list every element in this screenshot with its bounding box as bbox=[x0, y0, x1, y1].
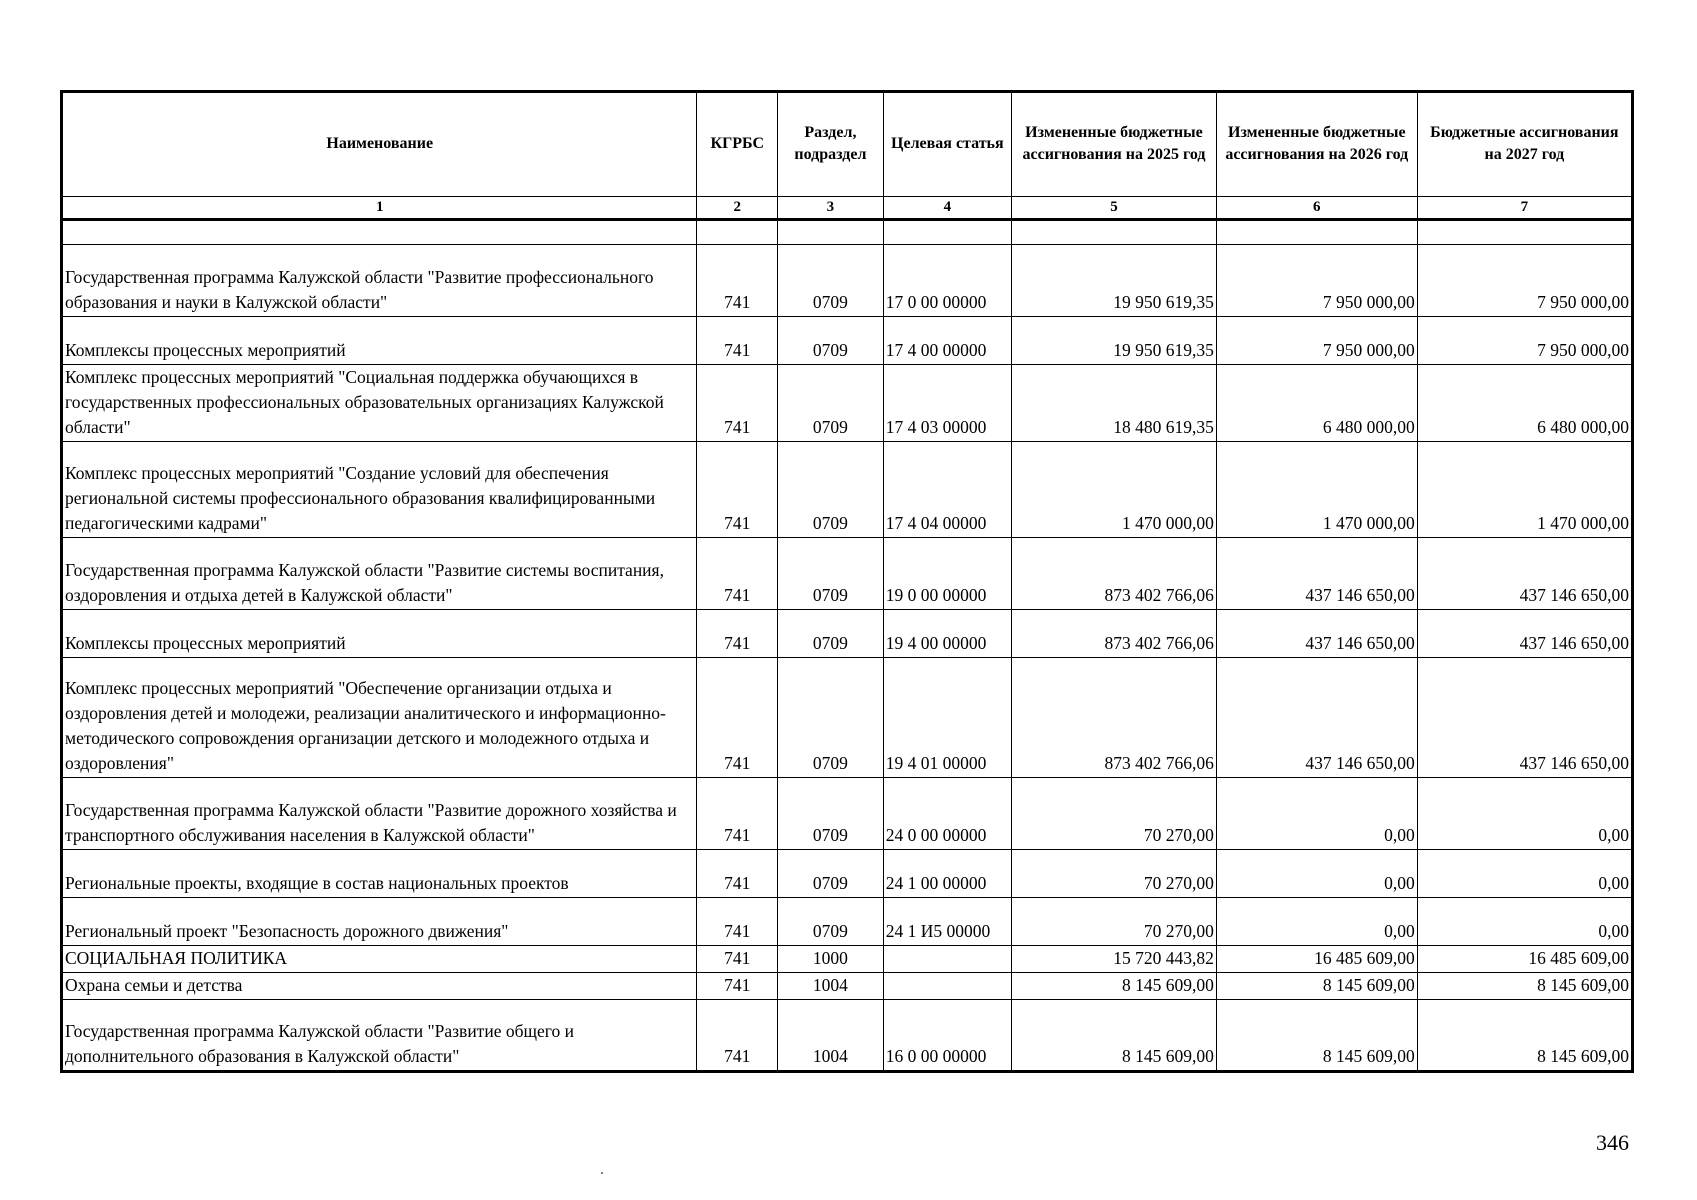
row-amount-2027: 1 470 000,00 bbox=[1417, 442, 1632, 538]
row-amount-2027: 437 146 650,00 bbox=[1417, 610, 1632, 658]
row-name: Государственная программа Калужской области "Развитие общего и дополнительного образования в Калужской области" bbox=[62, 1000, 697, 1072]
row-name: Комплексы процессных мероприятий bbox=[62, 610, 697, 658]
row-kgrbs: 741 bbox=[697, 1000, 778, 1072]
row-section: 0709 bbox=[778, 850, 884, 898]
table-row bbox=[62, 973, 1633, 1000]
header-amount-2025: Измененные бюджетные ассигнования на 2025 год bbox=[1012, 92, 1217, 197]
table-row bbox=[62, 317, 1633, 365]
row-name: Комплекс процессных мероприятий "Социальная поддержка обучающихся в государственных профессиональных образовательных организациях Калужской области" bbox=[62, 365, 697, 442]
row-name: Комплекс процессных мероприятий "Обеспечение организации отдыха и оздоровления детей и молодежи, реализации аналитического и информационно-методического сопровождения организации детского и молодежного отдыха и оздоровления" bbox=[62, 658, 697, 778]
table-row bbox=[62, 538, 1633, 610]
row-amount-2027: 437 146 650,00 bbox=[1417, 538, 1632, 610]
row-kgrbs: 741 bbox=[697, 973, 778, 1000]
row-kgrbs: 741 bbox=[697, 850, 778, 898]
row-article: 19 4 00 00000 bbox=[883, 610, 1011, 658]
row-kgrbs: 741 bbox=[697, 538, 778, 610]
row-amount-2027: 437 146 650,00 bbox=[1417, 658, 1632, 778]
column-number: 7 bbox=[1417, 197, 1632, 220]
row-amount-2027: 0,00 bbox=[1417, 850, 1632, 898]
row-article: 24 0 00 00000 bbox=[883, 778, 1011, 850]
table-row bbox=[62, 245, 1633, 317]
row-section: 1004 bbox=[778, 973, 884, 1000]
row-name: Охрана семьи и детства bbox=[62, 973, 697, 1000]
row-article bbox=[883, 973, 1011, 1000]
row-amount-2025: 70 270,00 bbox=[1012, 778, 1217, 850]
row-amount-2027: 8 145 609,00 bbox=[1417, 973, 1632, 1000]
header-kgrbs: КГРБС bbox=[697, 92, 778, 197]
row-name: СОЦИАЛЬНАЯ ПОЛИТИКА bbox=[62, 946, 697, 973]
row-name: Региональный проект "Безопасность дорожного движения" bbox=[62, 898, 697, 946]
row-amount-2026: 0,00 bbox=[1216, 898, 1417, 946]
row-amount-2027: 6 480 000,00 bbox=[1417, 365, 1632, 442]
row-amount-2026: 8 145 609,00 bbox=[1216, 973, 1417, 1000]
scan-dot bbox=[601, 1172, 603, 1174]
table-row bbox=[62, 610, 1633, 658]
table-row bbox=[62, 946, 1633, 973]
table-row bbox=[62, 898, 1633, 946]
column-number: 6 bbox=[1216, 197, 1417, 220]
table-body bbox=[62, 220, 1633, 1072]
row-kgrbs: 741 bbox=[697, 365, 778, 442]
row-amount-2025: 873 402 766,06 bbox=[1012, 658, 1217, 778]
row-amount-2027: 0,00 bbox=[1417, 778, 1632, 850]
row-section: 0709 bbox=[778, 610, 884, 658]
row-amount-2027: 7 950 000,00 bbox=[1417, 245, 1632, 317]
header-row bbox=[62, 92, 1633, 197]
row-section: 0709 bbox=[778, 245, 884, 317]
row-name: Комплексы процессных мероприятий bbox=[62, 317, 697, 365]
row-kgrbs: 741 bbox=[697, 898, 778, 946]
row-amount-2026: 437 146 650,00 bbox=[1216, 538, 1417, 610]
column-number: 2 bbox=[697, 197, 778, 220]
row-amount-2025: 18 480 619,35 bbox=[1012, 365, 1217, 442]
header-section: Раздел, подраздел bbox=[778, 92, 884, 197]
row-amount-2025: 8 145 609,00 bbox=[1012, 973, 1217, 1000]
row-section: 0709 bbox=[778, 658, 884, 778]
row-kgrbs: 741 bbox=[697, 442, 778, 538]
row-section: 0709 bbox=[778, 442, 884, 538]
row-amount-2026: 7 950 000,00 bbox=[1216, 317, 1417, 365]
row-article: 24 1 00 00000 bbox=[883, 850, 1011, 898]
row-amount-2026: 16 485 609,00 bbox=[1216, 946, 1417, 973]
row-kgrbs: 741 bbox=[697, 778, 778, 850]
row-amount-2025: 70 270,00 bbox=[1012, 850, 1217, 898]
row-amount-2025: 1 470 000,00 bbox=[1012, 442, 1217, 538]
column-number-row bbox=[62, 197, 1633, 220]
row-amount-2025: 19 950 619,35 bbox=[1012, 317, 1217, 365]
row-article: 16 0 00 00000 bbox=[883, 1000, 1011, 1072]
row-name: Государственная программа Калужской области "Развитие профессионального образования и науки в Калужской области" bbox=[62, 245, 697, 317]
row-article: 19 0 00 00000 bbox=[883, 538, 1011, 610]
table-row bbox=[62, 778, 1633, 850]
row-article: 24 1 И5 00000 bbox=[883, 898, 1011, 946]
row-section: 0709 bbox=[778, 778, 884, 850]
row-article: 17 4 04 00000 bbox=[883, 442, 1011, 538]
row-article: 19 4 01 00000 bbox=[883, 658, 1011, 778]
budget-table bbox=[60, 90, 1634, 1073]
row-amount-2026: 7 950 000,00 bbox=[1216, 245, 1417, 317]
row-kgrbs: 741 bbox=[697, 245, 778, 317]
row-amount-2026: 6 480 000,00 bbox=[1216, 365, 1417, 442]
row-amount-2026: 0,00 bbox=[1216, 850, 1417, 898]
row-section: 0709 bbox=[778, 365, 884, 442]
row-amount-2026: 8 145 609,00 bbox=[1216, 1000, 1417, 1072]
table-row bbox=[62, 850, 1633, 898]
row-section: 1000 bbox=[778, 946, 884, 973]
header-article: Целевая статья bbox=[883, 92, 1011, 197]
header-amount-2027: Бюджетные ассигнования на 2027 год bbox=[1417, 92, 1632, 197]
row-name: Региональные проекты, входящие в состав национальных проектов bbox=[62, 850, 697, 898]
page-number: 346 bbox=[1596, 1130, 1629, 1155]
row-section: 1004 bbox=[778, 1000, 884, 1072]
header-amount-2026: Измененные бюджетные ассигнования на 2026 год bbox=[1216, 92, 1417, 197]
column-number: 4 bbox=[883, 197, 1011, 220]
row-article: 17 0 00 00000 bbox=[883, 245, 1011, 317]
row-amount-2025: 8 145 609,00 bbox=[1012, 1000, 1217, 1072]
row-kgrbs: 741 bbox=[697, 946, 778, 973]
column-number: 1 bbox=[62, 197, 697, 220]
row-amount-2027: 7 950 000,00 bbox=[1417, 317, 1632, 365]
row-amount-2026: 437 146 650,00 bbox=[1216, 610, 1417, 658]
row-amount-2026: 1 470 000,00 bbox=[1216, 442, 1417, 538]
row-article: 17 4 03 00000 bbox=[883, 365, 1011, 442]
row-amount-2027: 0,00 bbox=[1417, 898, 1632, 946]
row-name: Государственная программа Калужской области "Развитие дорожного хозяйства и транспортного обслуживания населения в Калужской области" bbox=[62, 778, 697, 850]
row-amount-2025: 70 270,00 bbox=[1012, 898, 1217, 946]
row-kgrbs: 741 bbox=[697, 317, 778, 365]
row-section: 0709 bbox=[778, 898, 884, 946]
spacer-row bbox=[62, 220, 1633, 245]
row-amount-2025: 19 950 619,35 bbox=[1012, 245, 1217, 317]
row-kgrbs: 741 bbox=[697, 658, 778, 778]
row-kgrbs: 741 bbox=[697, 610, 778, 658]
row-name: Комплекс процессных мероприятий "Создание условий для обеспечения региональной системы профессионального образования квалифицированными педагогическими кадрами" bbox=[62, 442, 697, 538]
row-article bbox=[883, 946, 1011, 973]
row-amount-2025: 873 402 766,06 bbox=[1012, 538, 1217, 610]
table-row bbox=[62, 658, 1633, 778]
row-section: 0709 bbox=[778, 317, 884, 365]
column-number: 3 bbox=[778, 197, 884, 220]
row-amount-2027: 8 145 609,00 bbox=[1417, 1000, 1632, 1072]
table-row bbox=[62, 1000, 1633, 1072]
header-name: Наименование bbox=[62, 92, 697, 197]
table-row bbox=[62, 442, 1633, 538]
row-amount-2026: 0,00 bbox=[1216, 778, 1417, 850]
row-amount-2027: 16 485 609,00 bbox=[1417, 946, 1632, 973]
row-name: Государственная программа Калужской области "Развитие системы воспитания, оздоровления и отдыха детей в Калужской области" bbox=[62, 538, 697, 610]
column-number: 5 bbox=[1012, 197, 1217, 220]
row-amount-2025: 15 720 443,82 bbox=[1012, 946, 1217, 973]
row-section: 0709 bbox=[778, 538, 884, 610]
table-row bbox=[62, 365, 1633, 442]
row-amount-2026: 437 146 650,00 bbox=[1216, 658, 1417, 778]
row-amount-2025: 873 402 766,06 bbox=[1012, 610, 1217, 658]
row-article: 17 4 00 00000 bbox=[883, 317, 1011, 365]
